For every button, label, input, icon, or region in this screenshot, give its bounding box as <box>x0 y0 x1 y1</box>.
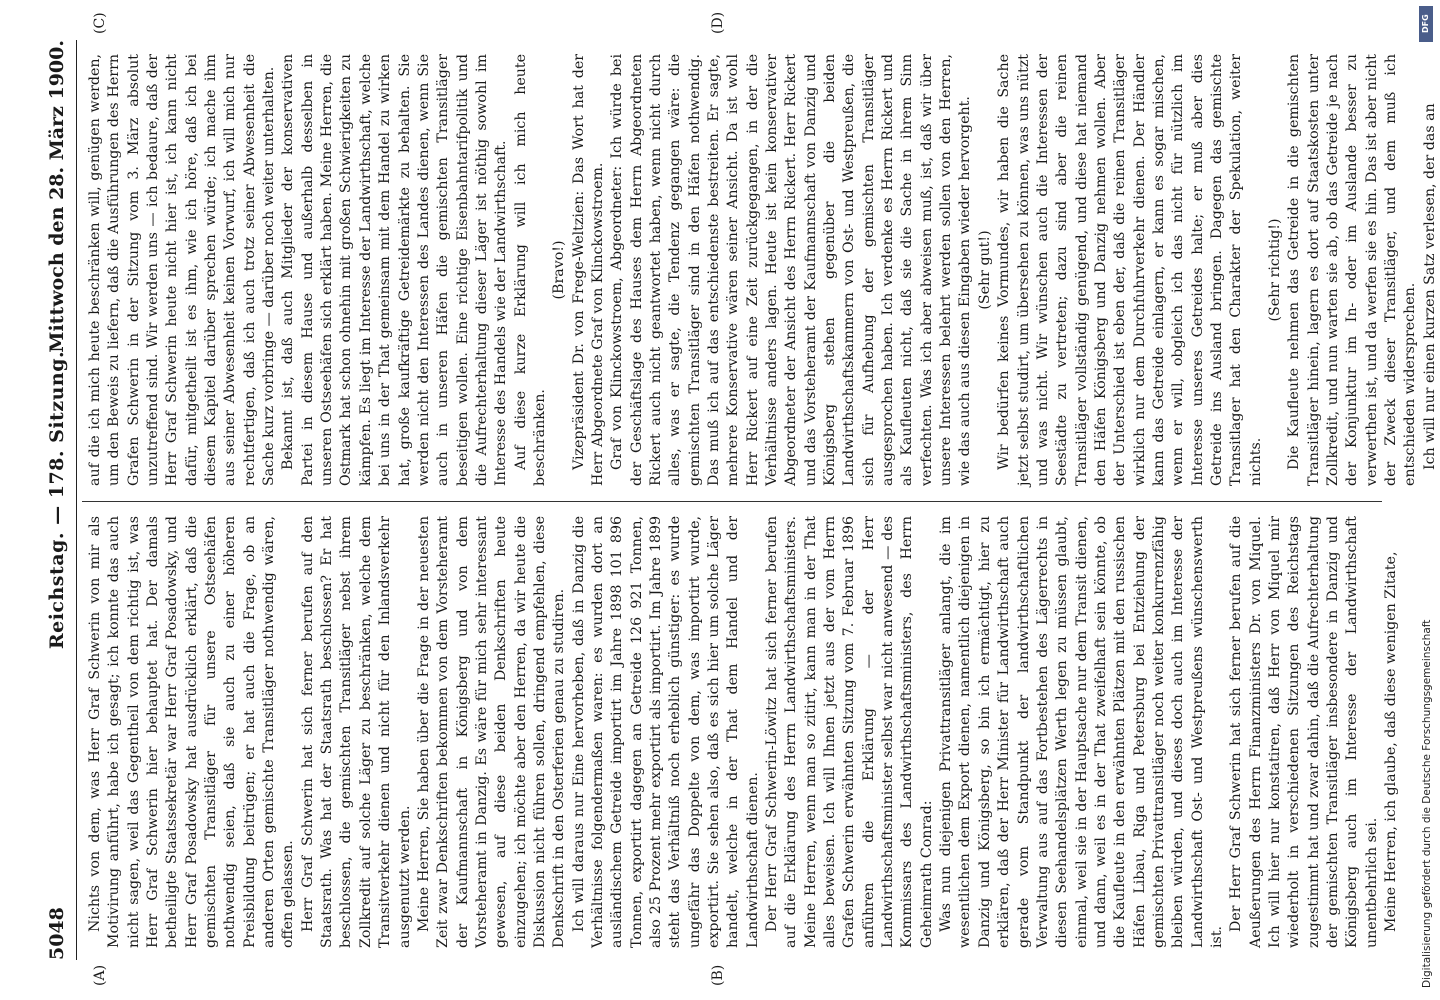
paragraph: Der Herr Graf Schwerin-Löwitz hat sich ferner berufen auf die Erklärung des Herrn Landwirthschaftsministers. Meine Herren, wenn man so zitirt, kann man in der That alles beweisen. Ich will Ihnen jetzt aus der vom Herrn Grafen Schwerin erwähnten Sitzung vom 7. Februar 1896 anführen die Erklärung — der Herr Landwirthschaftsminister selbst war nicht anwesend — des Kommissars des Landwirthschaftsministers, des Herrn Geheimrath Conrad: <box>764 516 935 948</box>
margin-mark-a: (A) <box>92 964 108 986</box>
margin-mark-b: (B) <box>710 964 726 986</box>
paragraph: Ich will daraus nur Eine hervorheben, daß in Danzig die Verhältnisse folgendermaßen waren: es wurden dort an ausländischem Getreide importirt im Jahre 1898 101 896 Tonnen, exportirt dagegen an Getreide 126 921 Tonnen, also 25 Prozent mehr exportirt als importirt. Im Jahre 1899 steht das Verhältniß noch erheblich günstiger: es wurde ungefähr das Doppelte von dem, was importirt wurde, exportirt. Sie sehen also, daß es sich hier um solche Läger handelt, welche in der That dem Handel und der Landwirthschaft dienen. <box>570 516 761 948</box>
right-column <box>86 54 1438 486</box>
paragraph: Meine Herren, ich glaube, daß diese wenigen Zitate, <box>1383 551 1400 932</box>
page-header <box>40 40 77 960</box>
paragraph: Bekannt ist, daß auch Mitglieder der konservativen Partei in diesem Hause und außerhalb desselben in unseren Ostseehäfen sich erklärt haben. Meine Herren, die Ostmark hat schon ohnehin mit großen Schwierigkeiten zu kämpfen. Es liegt im Interesse der Landwirthschaft, welche bei uns in der That gemeinsam mit dem Handel zu wirken hat, große kaufkräftige Getreidemärkte zu behalten. Sie werden nicht den Interessen des Landes dienen, wenn Sie auch in unseren Häfen die gemischten Transitläger beseitigen wollen. Eine richtige Eisenbahntarifpolitik und die Aufrechterhaltung dieser Läger ist nöthig sowohl im Interesse des Handels wie der Landwirthschaft. <box>280 54 510 486</box>
paragraph: Nichts von dem, was Herr Graf Schwerin von mir als Motivirung anführt, habe ich gesagt; ich konnte das auch nicht sagen, weil das Gegentheil von dem richtig ist, was Herr Graf Schwerin hier behauptet hat. Der damals betheiligte Staatssekretär war Herr Graf Posadowsky, und Herr Graf Posadowsky hat ausdrücklich erklärt, daß die gemischten Transitläger für unsere Ostseehäfen nothwendig seien, daß sie auch zu einer höheren Preisbildung beitrügen; er hat auch die Frage, ob an anderen Orten gemischte Transitläger nothwendig wären, offen gelassen. <box>87 516 297 948</box>
speaker-paragraph: Graf von Klinckowstroem, Abgeordneter: Ich würde bei der Geschäftslage des Hauses dem Herrn Abgeordneten Rickert auch nicht geantwortet haben, wenn nicht durch alles, was er sagte, die Tendenz gegangen wäre: die gemischten Transitläger sind in den Häfen nothwendig. Das muß ich auf das entschiedenste bestreiten. Er sagte, mehrere Konservative wären seiner Ansicht. Da ist wohl Herr Rickert auf eine Zeit zurückgegangen, in der die Verhältnisse anders lagen. Heute ist kein konservativer Abgeordneter der Ansicht des Herrn Rickert. Herr Rickert und das Vorsteheramt der Kaufmannschaft von Danzig und Königsberg stehen gegenüber die beiden Landwirthschaftskammern von Ost- und Westpreußen, die sich für Aufhebung der gemischten Transitläger ausgesprochen haben. Ich verdenke es Herrn Rickert und als Kaufleuten nicht, daß sie die Sache in ihrem Sinn verfechten. Was ich aber abweisen muß, ist, daß wir über unsere Interessen belehrt werden sollen von den Herren, wie das auch aus diesen Eingaben wieder hervorgeht. <box>609 54 974 486</box>
paragraph: Wir bedürfen keines Vormundes, wir haben die Sache jetzt selbst studirt, um übersehen zu können, was uns nützt und was nicht. Wir wünschen auch die Interessen der Seestädte zu vertreten; dazu sind aber die reinen Transitläger vollständig genügend, und diese hat niemand den Häfen Königsberg und Danzig nehmen wollen. Aber der Unterschied ist eben der, daß die reinen Transitläger wirklich nur dem Durchfuhrverkehr dienen. Der Händler kann das Getreide einlagern, er kann es sogar mischen, wenn er will, obgleich ich das nicht für nützlich im Interesse unseres Getreides halte; er muß aber dies Getreide ins Ausland bringen. Dagegen das gemischte Transitlager hat den Charakter der Spekulation, weiter nichts. <box>996 54 1264 486</box>
digitization-sidebar <box>1422 2 1432 998</box>
paragraph: Auf diese kurze Erklärung will ich mich heute beschränken. <box>512 54 548 486</box>
paragraph: auf die ich mich heute beschränken will, genügen werden, um den Beweis zu liefern, daß die Ausführungen des Herrn Grafen Schwerin in der Sitzung vom 3. März absolut unzutreffend sind. Wir werden uns — ich bedaure, daß der Herr Graf Schwerin heute nicht hier ist, ich kann nicht dafür, mitgetheilt ist es ihm, wie ich höre, daß ich bei diesem Kapitel darüber sprechen würde; ich mache ihm aus seiner Abwesenheit keinen Vorwurf, ich will mich nur rechtfertigen, daß ich auch trotz seiner Abwesenheit die Sache kurz vorbringe — darüber noch weiter unterhalten. <box>87 54 278 486</box>
paragraph: Ich will nur einen kurzen Satz verlesen, der das an <box>1421 103 1438 470</box>
dfg-logo: DFG <box>1419 6 1433 42</box>
session-date: Mittwoch den 28. März 1900. <box>46 40 68 353</box>
interjection: (Sehr gut!) <box>976 230 993 310</box>
interjection: (Bravo!) <box>551 240 568 300</box>
interjection: (Sehr richtig!) <box>1266 218 1283 322</box>
left-column <box>86 516 1400 948</box>
column-divider <box>82 501 1382 502</box>
quotation-paragraph: Was nun diejenigen Privattransitläger anlangt, die im wesentlichen dem Export dienen, namentlich diejenigen in Danzig und Königsberg, so bin ich ermächtigt, hier zu erklären, daß der Herr Minister für Landwirthschaft auch gerade vom Standpunkt der landwirthschaftlichen Verwaltung aus auf das Fortbestehen des Lägerrechts in diesen Seehandelsplätzen Werth legen zu müssen glaubt, einmal, weil sie in der Hauptsache nur dem Transit dienen, und dann, weil es in der That zweifelhaft sein könnte, ob die Kaufleute in den erwähnten Plätzen mit den russischen Häfen Libau, Riga und Petersburg bei Entziehung der gemischten Privattransitläger noch weiter konkurrenzfähig bleiben würden, und dieses doch auch im Interesse der Landwirthschaft Ost- und Westpreußens wünschenswerth ist. <box>938 516 1225 948</box>
paragraph: Der Herr Graf Schwerin hat sich ferner berufen auf die Aeußerungen des Herrn Finanzministers Dr. von Miquel. Ich will hier nur konstatiren, daß Herr von Miquel mir wiederholt in verschiedenen Sitzungen des Reichstags zugestimmt hat und zwar dahin, daß die Aufrechterhaltung der gemischten Transitläger insbesondere in Danzig und Königsberg auch im Interesse der Landwirthschaft unentbehrlich sei. <box>1228 516 1380 948</box>
paragraph: Herr Graf Schwerin hat sich ferner berufen auf den Staatsrath. Was hat der Staatsrath beschlossen? Er hat beschlossen, die gemischten Transitläger nebst ihrem Zollkredit auf solche Läger zu beschränken, welche dem Transitverkehr dienen und nicht für den Inlandsverkehr ausgenutzt werden. <box>299 516 413 948</box>
running-title: Reichstag. — 178. Sitzung. <box>46 350 68 650</box>
margin-mark-c: (C) <box>92 12 108 34</box>
speaker-paragraph: Vizepräsident Dr. von Frege-Weltzien: Das Wort hat der Herr Abgeordnete Graf von Klinckowstroem. <box>570 54 606 486</box>
paragraph: Meine Herren, Sie haben über die Frage in der neuesten Zeit zwar Denkschriften bekommen von dem Vorsteheramt der Kaufmannschaft in Königsberg und von dem Vorsteheramt in Danzig. Es wäre für mich sehr interessant gewesen, auf diese beiden Denkschriften heute einzugehen; ich möchte aber den Herren, da wir heute die Diskussion nicht führen sollen, dringend empfehlen, diese Denkschrift in den Osterferien genau zu studiren. <box>415 516 568 948</box>
digitization-note: Digitalisierung gefördert durch die Deutsche Forschungsgemeinschaft <box>1421 619 1433 988</box>
page-number: 5048 <box>46 907 68 960</box>
margin-mark-d: (D) <box>710 11 726 34</box>
paragraph: Die Kaufleute nehmen das Getreide in die gemischten Transitläger hinein, lagern es dort auf Staatskosten unter Zollkredit, und nun warten sie ab, ob das Getreide je nach der Konjunktur im In- oder im Auslande besser zu verwerthen ist, und da werfen sie es hin. Das ist aber nicht der Zweck dieser Transitläger, und dem muß ich entschieden widersprechen. <box>1286 54 1419 486</box>
